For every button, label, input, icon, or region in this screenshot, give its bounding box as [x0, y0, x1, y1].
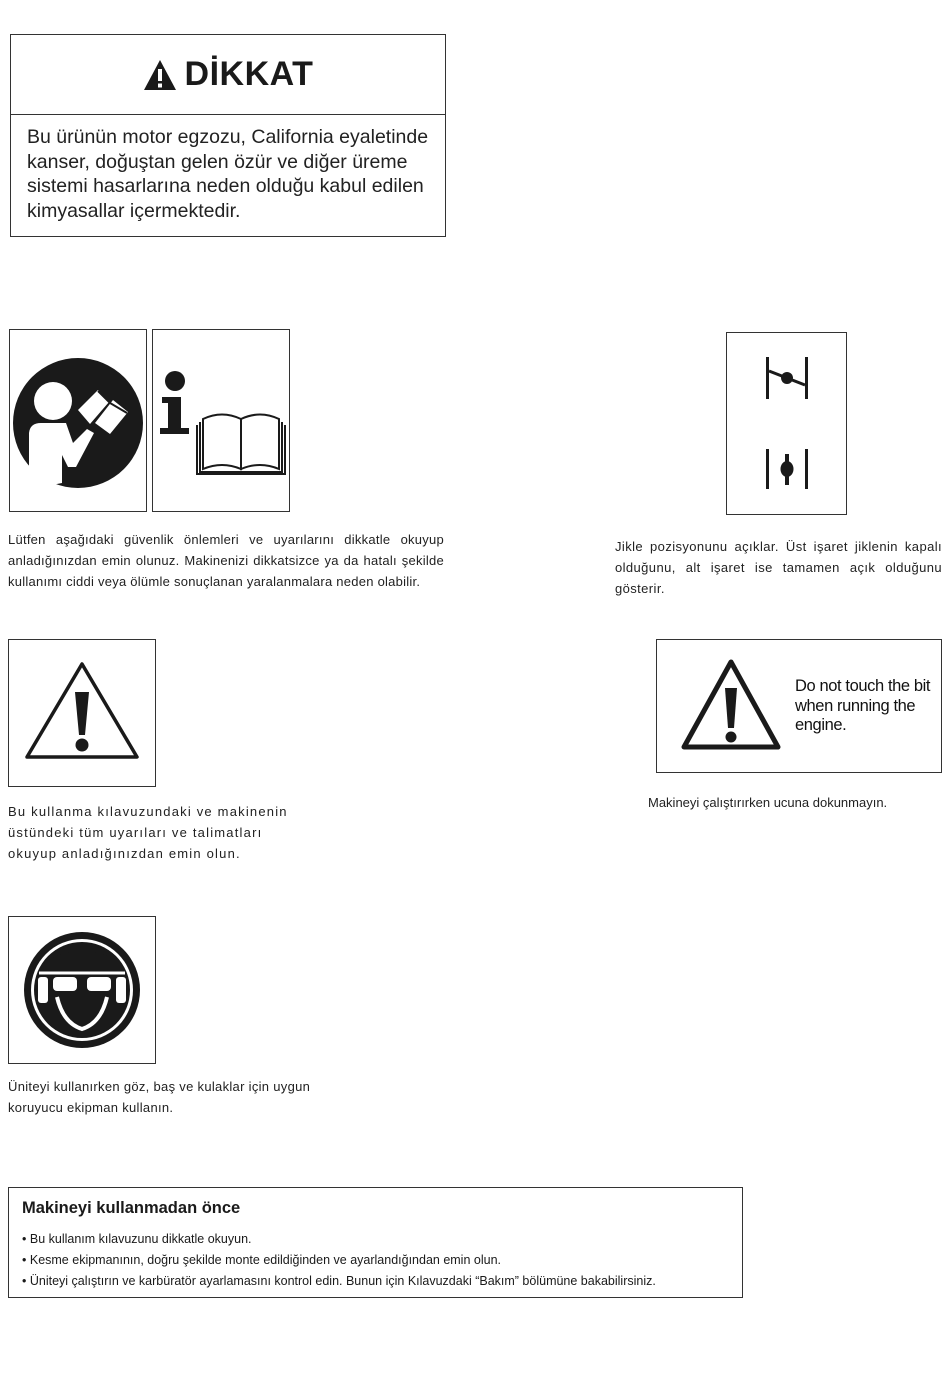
warning-symbol	[8, 639, 156, 787]
warning-text: Bu ürünün motor egzozu, California eyaletinde kanser, doğuştan gelen özür ve diğer üreme sistemi hasarlarına neden olduğu kabul edilen kimyasallar içermektedir.	[27, 126, 429, 222]
bit-warning-caption: Makineyi çalıştırırken ucuna dokunmayın.	[648, 795, 888, 810]
warning-box	[10, 34, 446, 237]
protective-gear-caption: Üniteyi kullanırken göz, baş ve kulaklar için uygun koruyucu ekipman kullanın.	[8, 1079, 311, 1115]
warning-title: DİKKAT	[184, 55, 314, 93]
list-item: • Kesme ekipmanının, doğru şekilde monte edildiğinden ve ayarlandığından emin olun.	[22, 1250, 656, 1271]
info-book-symbol	[152, 329, 290, 512]
read-manual-caption: Lütfen aşağıdaki güvenlik önlemleri ve uyarılarını dikkatle okuyup anladığınızdan emin olunuz. Makinenizi dikkatsizce ya da hatalı şekilde kullanımı ciddi veya ölümle sonuçlanan yaralanmalara neden olabilir.	[8, 532, 444, 589]
before-use-list	[22, 1229, 656, 1292]
warning-caption: Bu kullanma kılavuzundaki ve makinenin üstündeki tüm uyarıları ve talimatları okuyup anladığınızdan emin olun.	[8, 804, 288, 861]
before-use-box	[8, 1187, 743, 1298]
warning-triangle-icon	[679, 656, 783, 756]
info-book-icon	[153, 330, 289, 511]
bit-warning-label	[656, 639, 942, 773]
protective-gear-symbol	[8, 916, 156, 1064]
protective-gear-icon	[9, 917, 155, 1063]
list-item: • Üniteyi çalıştırın ve karbüratör ayarlamasını kontrol edin. Bunun için Kılavuzdaki “Bakım” bölümüne bakabilirsiniz.	[22, 1271, 656, 1292]
bit-warning-text: Do not touch the bit when running the engine.	[795, 677, 931, 734]
choke-symbol	[726, 332, 847, 515]
read-manual-icon	[10, 330, 146, 511]
read-manual-symbol	[9, 329, 147, 512]
warning-triangle-icon	[143, 59, 177, 91]
choke-caption: Jikle pozisyonunu açıklar. Üst işaret jiklenin kapalı olduğunu, alt işaret ise tamamen açık olduğunu gösterir.	[615, 539, 942, 596]
choke-position-icon	[727, 333, 846, 514]
before-use-title: Makineyi kullanmadan önce	[22, 1199, 241, 1217]
list-item: • Bu kullanım kılavuzunu dikkatle okuyun.	[22, 1229, 656, 1250]
warning-triangle-icon	[9, 640, 155, 786]
warning-header	[11, 35, 445, 115]
